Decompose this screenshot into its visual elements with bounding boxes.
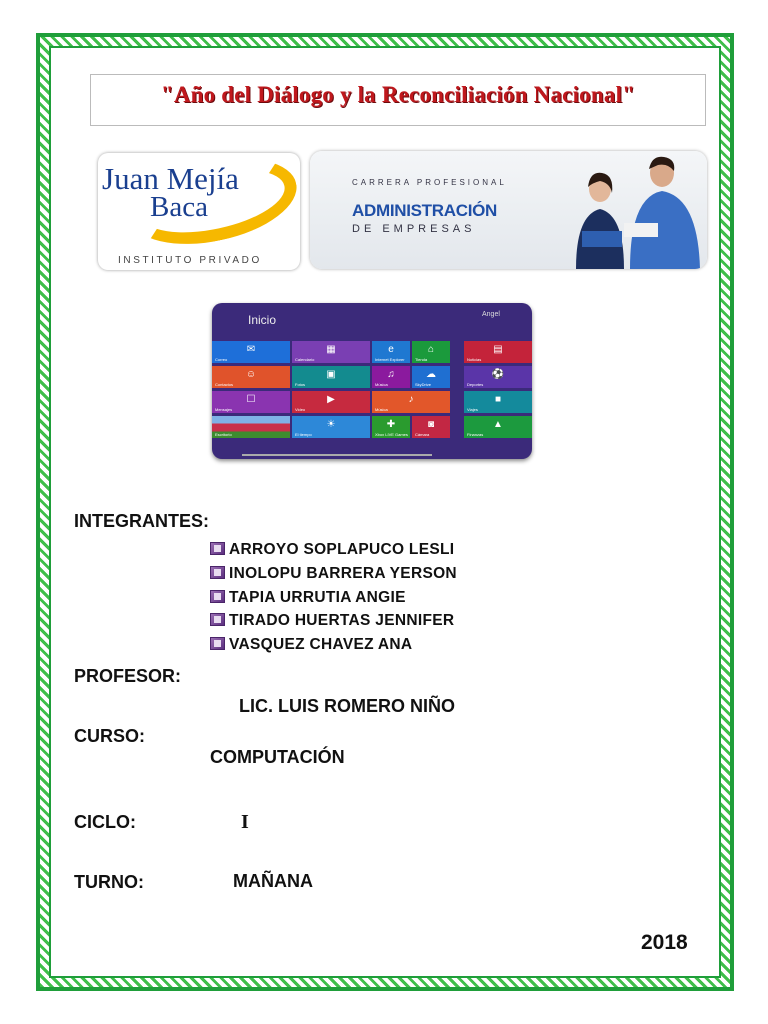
tile-contactos: ☺ Contactos — [212, 366, 290, 388]
members-label: INTEGRANTES: — [74, 511, 209, 531]
tile-calendario: ▦ Calendario — [292, 341, 370, 363]
tile-escritorio: Escritorio — [212, 416, 290, 438]
tile-ie: e Internet Explorer — [372, 341, 410, 363]
tile-mensajes: ☐ Mensajes — [212, 391, 290, 413]
member-2: INOLOPU BARRERA YERSON — [210, 565, 457, 583]
bullet-icon — [210, 613, 225, 626]
tile-fotos: ▣ Fotos — [292, 366, 370, 388]
start-scrollbar — [242, 454, 432, 456]
professor-value: LIC. LUIS ROMERO NIÑO — [239, 696, 455, 716]
member-1: ARROYO SOPLAPUCO LESLI — [210, 541, 454, 559]
member-4: TIRADO HUERTAS JENNIFER — [210, 612, 454, 630]
bullet-icon — [210, 566, 225, 579]
year-banner — [90, 74, 706, 126]
tile-noticias: ▤ Noticias — [464, 341, 532, 363]
member-3: TAPIA URRUTIA ANGIE — [210, 589, 406, 607]
logo-line-1: Juan Mejía — [102, 161, 239, 196]
career-sub: DE EMPRESAS — [352, 223, 476, 235]
tile-video: ▶ Video — [292, 391, 370, 413]
tile-correo: ✉ Correo — [212, 341, 290, 363]
bullet-icon — [210, 542, 225, 555]
tile-camara: ◙ Cámara — [412, 416, 450, 438]
tile-musica-b: ♪ Música — [372, 391, 450, 413]
year-value: 2018 — [641, 931, 688, 954]
tile-xbox: ✚ Xbox LIVE Games — [372, 416, 410, 438]
tile-viajes: ■ Viajes — [464, 391, 532, 413]
logo-line-2: Baca — [150, 191, 208, 223]
shift-label: TURNO: — [74, 872, 144, 892]
career-banner — [310, 151, 707, 269]
tile-finanzas: ▲ Finanzas — [464, 416, 532, 438]
bullet-icon — [210, 590, 225, 603]
tile-tiempo: ☀ El tiempo — [292, 416, 370, 438]
tile-musica-a: ♫ Música — [372, 366, 410, 388]
professor-label: PROFESOR: — [74, 666, 182, 686]
banner-text: "Año del Diálogo y la Reconciliación Nacional" — [160, 82, 636, 107]
cycle-label: CICLO: — [74, 812, 136, 832]
bullet-icon — [210, 637, 225, 650]
tile-skydrive: ☁ SkyDrive — [412, 366, 450, 388]
institute-logo — [98, 153, 300, 270]
career-pre: CARRERA PROFESIONAL — [352, 178, 507, 187]
start-title: Inicio — [248, 313, 277, 327]
member-5: VASQUEZ CHAVEZ ANA — [210, 636, 412, 654]
cycle-value: I — [241, 811, 249, 833]
tile-deportes: ⚽ Deportes — [464, 366, 532, 388]
career-main: ADMINISTRACIÓN — [352, 201, 498, 220]
course-label: CURSO: — [74, 726, 145, 746]
tile-tienda: ⌂ Tienda — [412, 341, 450, 363]
start-user: Angel — [482, 311, 500, 318]
student-man-icon — [624, 151, 704, 269]
shift-value: MAÑANA — [233, 871, 313, 891]
course-value: COMPUTACIÓN — [210, 747, 345, 767]
windows-start-screen — [212, 303, 532, 459]
student-woman-icon — [568, 165, 628, 269]
logo-subtitle: INSTITUTO PRIVADO — [118, 255, 262, 266]
